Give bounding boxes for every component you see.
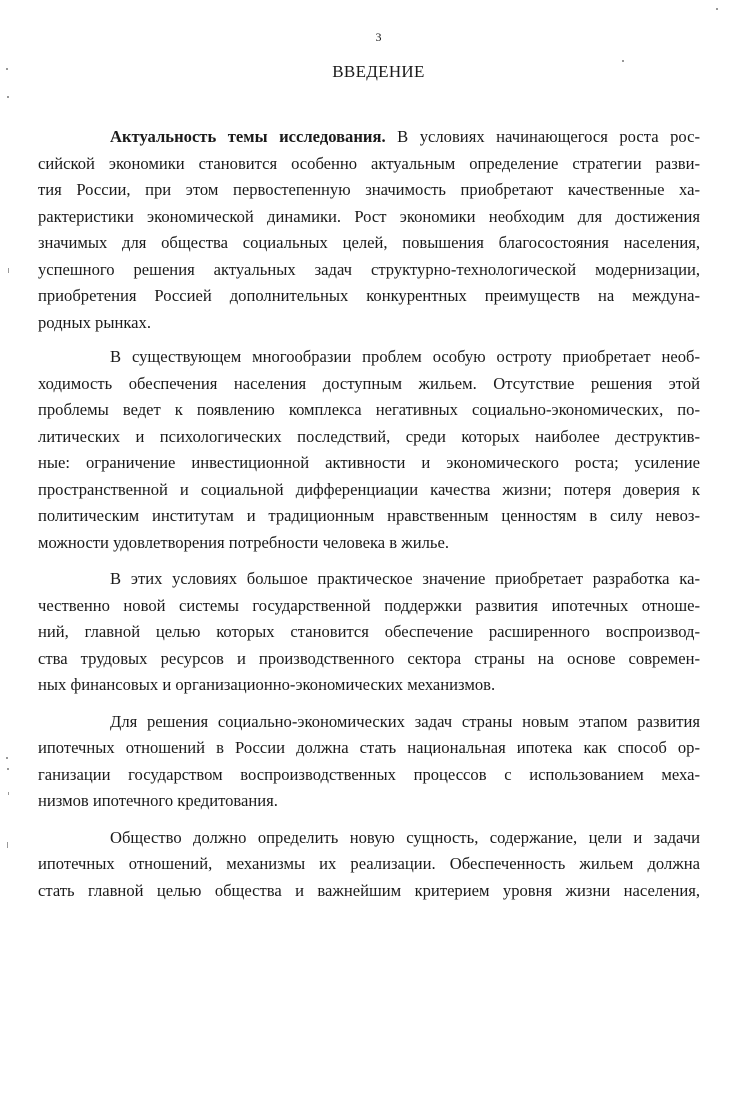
text-line [110, 124, 700, 151]
text-line: литических и психологических последствий, среди которых наиболее деструктив- [38, 426, 700, 446]
scan-speck [7, 768, 9, 770]
text-line: ные: ограничение инвестиционной активности и экономического роста; усиление [38, 453, 700, 472]
text-line: сийской экономики становится особенно актуальным определение стратегии разви- [38, 153, 700, 173]
text-line: родных рынках. [38, 312, 151, 332]
scan-speck [6, 757, 8, 759]
text-line: В этих условиях большое практическое значение приобретает разработка ка- [110, 569, 700, 588]
text-line: ганизации государством воспроизводственных процессов с использованием меха- [38, 764, 700, 784]
text-line: чественно новой системы государственной поддержки развития ипотечных отноше- [38, 595, 700, 615]
text-line: приобретения Россией дополнительных конкурентных преимуществ на междуна- [38, 286, 700, 305]
text-line: ных финансовых и организационно-экономических механизмов. [38, 675, 496, 694]
paragraph [38, 709, 700, 815]
text-line: ходимость обеспечения населения доступным жильем. Отсутствие решения этой [38, 373, 700, 393]
lead-phrase: Актуальность темы исследования. [110, 127, 386, 146]
scan-speck [622, 60, 624, 62]
text-line: тия России, при этом первостепенную значимость приобретают качественные ха- [38, 180, 700, 199]
paragraph [38, 124, 700, 336]
scan-margin-marks [4, 0, 14, 1100]
paragraph [38, 344, 700, 556]
text-line: ства трудовых ресурсов и производственного сектора страны на основе современ- [38, 648, 700, 668]
text-line: можности удовлетворения потребности человека в жилье. [38, 532, 449, 552]
text-line: проблемы ведет к появлению комплекса негативных социально-экономических, по- [38, 400, 700, 419]
page-title: ВВЕДЕНИЕ [332, 62, 425, 81]
text-line: В существующем многообразии проблем особую остроту приобретает необ- [110, 347, 700, 366]
text-line: рактеристики экономической динамики. Рост экономики необходим для достижения [38, 206, 700, 226]
text-line: Для решения социально-экономических задач страны новым этапом развития [110, 711, 700, 731]
text-line: значимых для общества социальных целей, повышения благосостояния населения, [38, 233, 700, 252]
text-line: ипотечных отношений, механизмы их реализации. Обеспеченность жильем должна [38, 854, 700, 873]
text-line: стать главной целью общества и важнейшим критерием уровня жизни населения, [38, 880, 700, 900]
scan-speck [6, 68, 8, 70]
text-line-content: В условиях начинающегося роста рос- [385, 127, 700, 146]
scan-speck [716, 8, 718, 10]
scan-speck [7, 96, 9, 98]
text-line: ний, главной целью которых становится обеспечение расширенного воспроизвод- [38, 622, 700, 641]
scan-mark [8, 792, 9, 795]
text-line: политическим институтам и традиционным нравственным ценностям в силу невоз- [38, 506, 700, 525]
text-line: успешного решения актуальных задач структурно-технологической модернизации, [38, 259, 700, 279]
paragraph [38, 566, 700, 699]
body-text [38, 124, 700, 904]
text-line: ипотечных отношений в России должна стать национальная ипотека как способ ор- [38, 738, 700, 757]
scan-mark [8, 268, 9, 273]
scan-mark [7, 842, 8, 848]
page-number: 3 [375, 30, 382, 44]
text-line: пространственной и социальной дифференциации качества жизни; потеря доверия к [38, 479, 700, 499]
text-line: низмов ипотечного кредитования. [38, 791, 278, 810]
paragraph [38, 825, 700, 905]
text-line: Общество должно определить новую сущность, содержание, цели и задачи [110, 827, 700, 847]
